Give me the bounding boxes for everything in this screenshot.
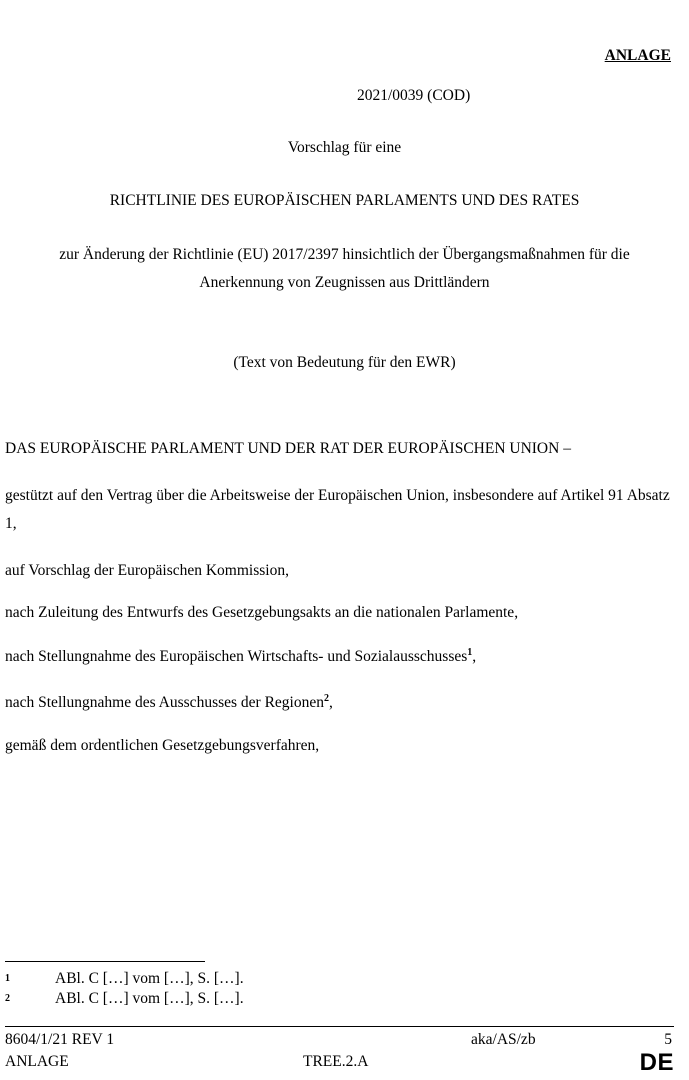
eea-relevance: (Text von Bedeutung für den EWR): [233, 354, 456, 371]
footnote-number: 2: [5, 993, 10, 1004]
citation-procedure: gemäß dem ordentlichen Gesetzgebungsverfahren,: [5, 737, 320, 754]
annex-heading: ANLAGE: [604, 47, 671, 64]
citation-commission: auf Vorschlag der Europäischen Kommission,: [5, 562, 289, 579]
citation-esc-end: ,: [472, 648, 477, 665]
footer-separator: [5, 1026, 674, 1027]
citation-cor-text: nach Stellungnahme des Ausschusses der Regionen: [5, 694, 324, 711]
footnote-number: 1: [5, 973, 10, 984]
subject-line-2: Anerkennung von Zeugnissen aus Drittländern: [199, 274, 490, 291]
footer-department: TREE.2.A: [303, 1053, 369, 1070]
subject-line-1: zur Änderung der Richtlinie (EU) 2017/2397 hinsichtlich der Übergangsmaßnahmen für die: [59, 246, 630, 263]
language-code: DE: [639, 1049, 674, 1076]
citation-esc: [5, 647, 476, 667]
page-number: 5: [664, 1031, 672, 1048]
footnote-text: ABl. C […] vom […], S. […].: [55, 970, 244, 987]
citation-treaty: gestützt auf den Vertrag über die Arbeitsweise der Europäischen Union, insbesondere auf Artikel 91 Absatz 1,: [5, 487, 670, 532]
footnote-ref-1: 1: [467, 647, 473, 658]
procedure-number: 2021/0039 (COD): [357, 87, 471, 104]
document-title: RICHTLINIE DES EUROPÄISCHEN PARLAMENTS UND DES RATES: [109, 192, 580, 209]
preamble: DAS EUROPÄISCHE PARLAMENT UND DER RAT DER EUROPÄISCHEN UNION –: [5, 440, 571, 457]
citation-cor: [5, 693, 333, 713]
citation-cor-end: ,: [328, 694, 333, 711]
citation-esc-text: nach Stellungnahme des Europäischen Wirtschafts- und Sozialausschusses: [5, 648, 468, 665]
footer-annex: ANLAGE: [5, 1053, 69, 1070]
footnote-ref-2: 2: [323, 693, 329, 704]
proposal-intro: Vorschlag für eine: [287, 139, 402, 156]
footnote-separator: [5, 961, 205, 962]
footer-document-reference: 8604/1/21 REV 1: [5, 1031, 115, 1048]
footer-initials: aka/AS/zb: [471, 1031, 536, 1048]
footnote-text: ABl. C […] vom […], S. […].: [55, 990, 244, 1007]
citation-parliaments: nach Zuleitung des Entwurfs des Gesetzgebungsakts an die nationalen Parlamente,: [5, 604, 519, 621]
